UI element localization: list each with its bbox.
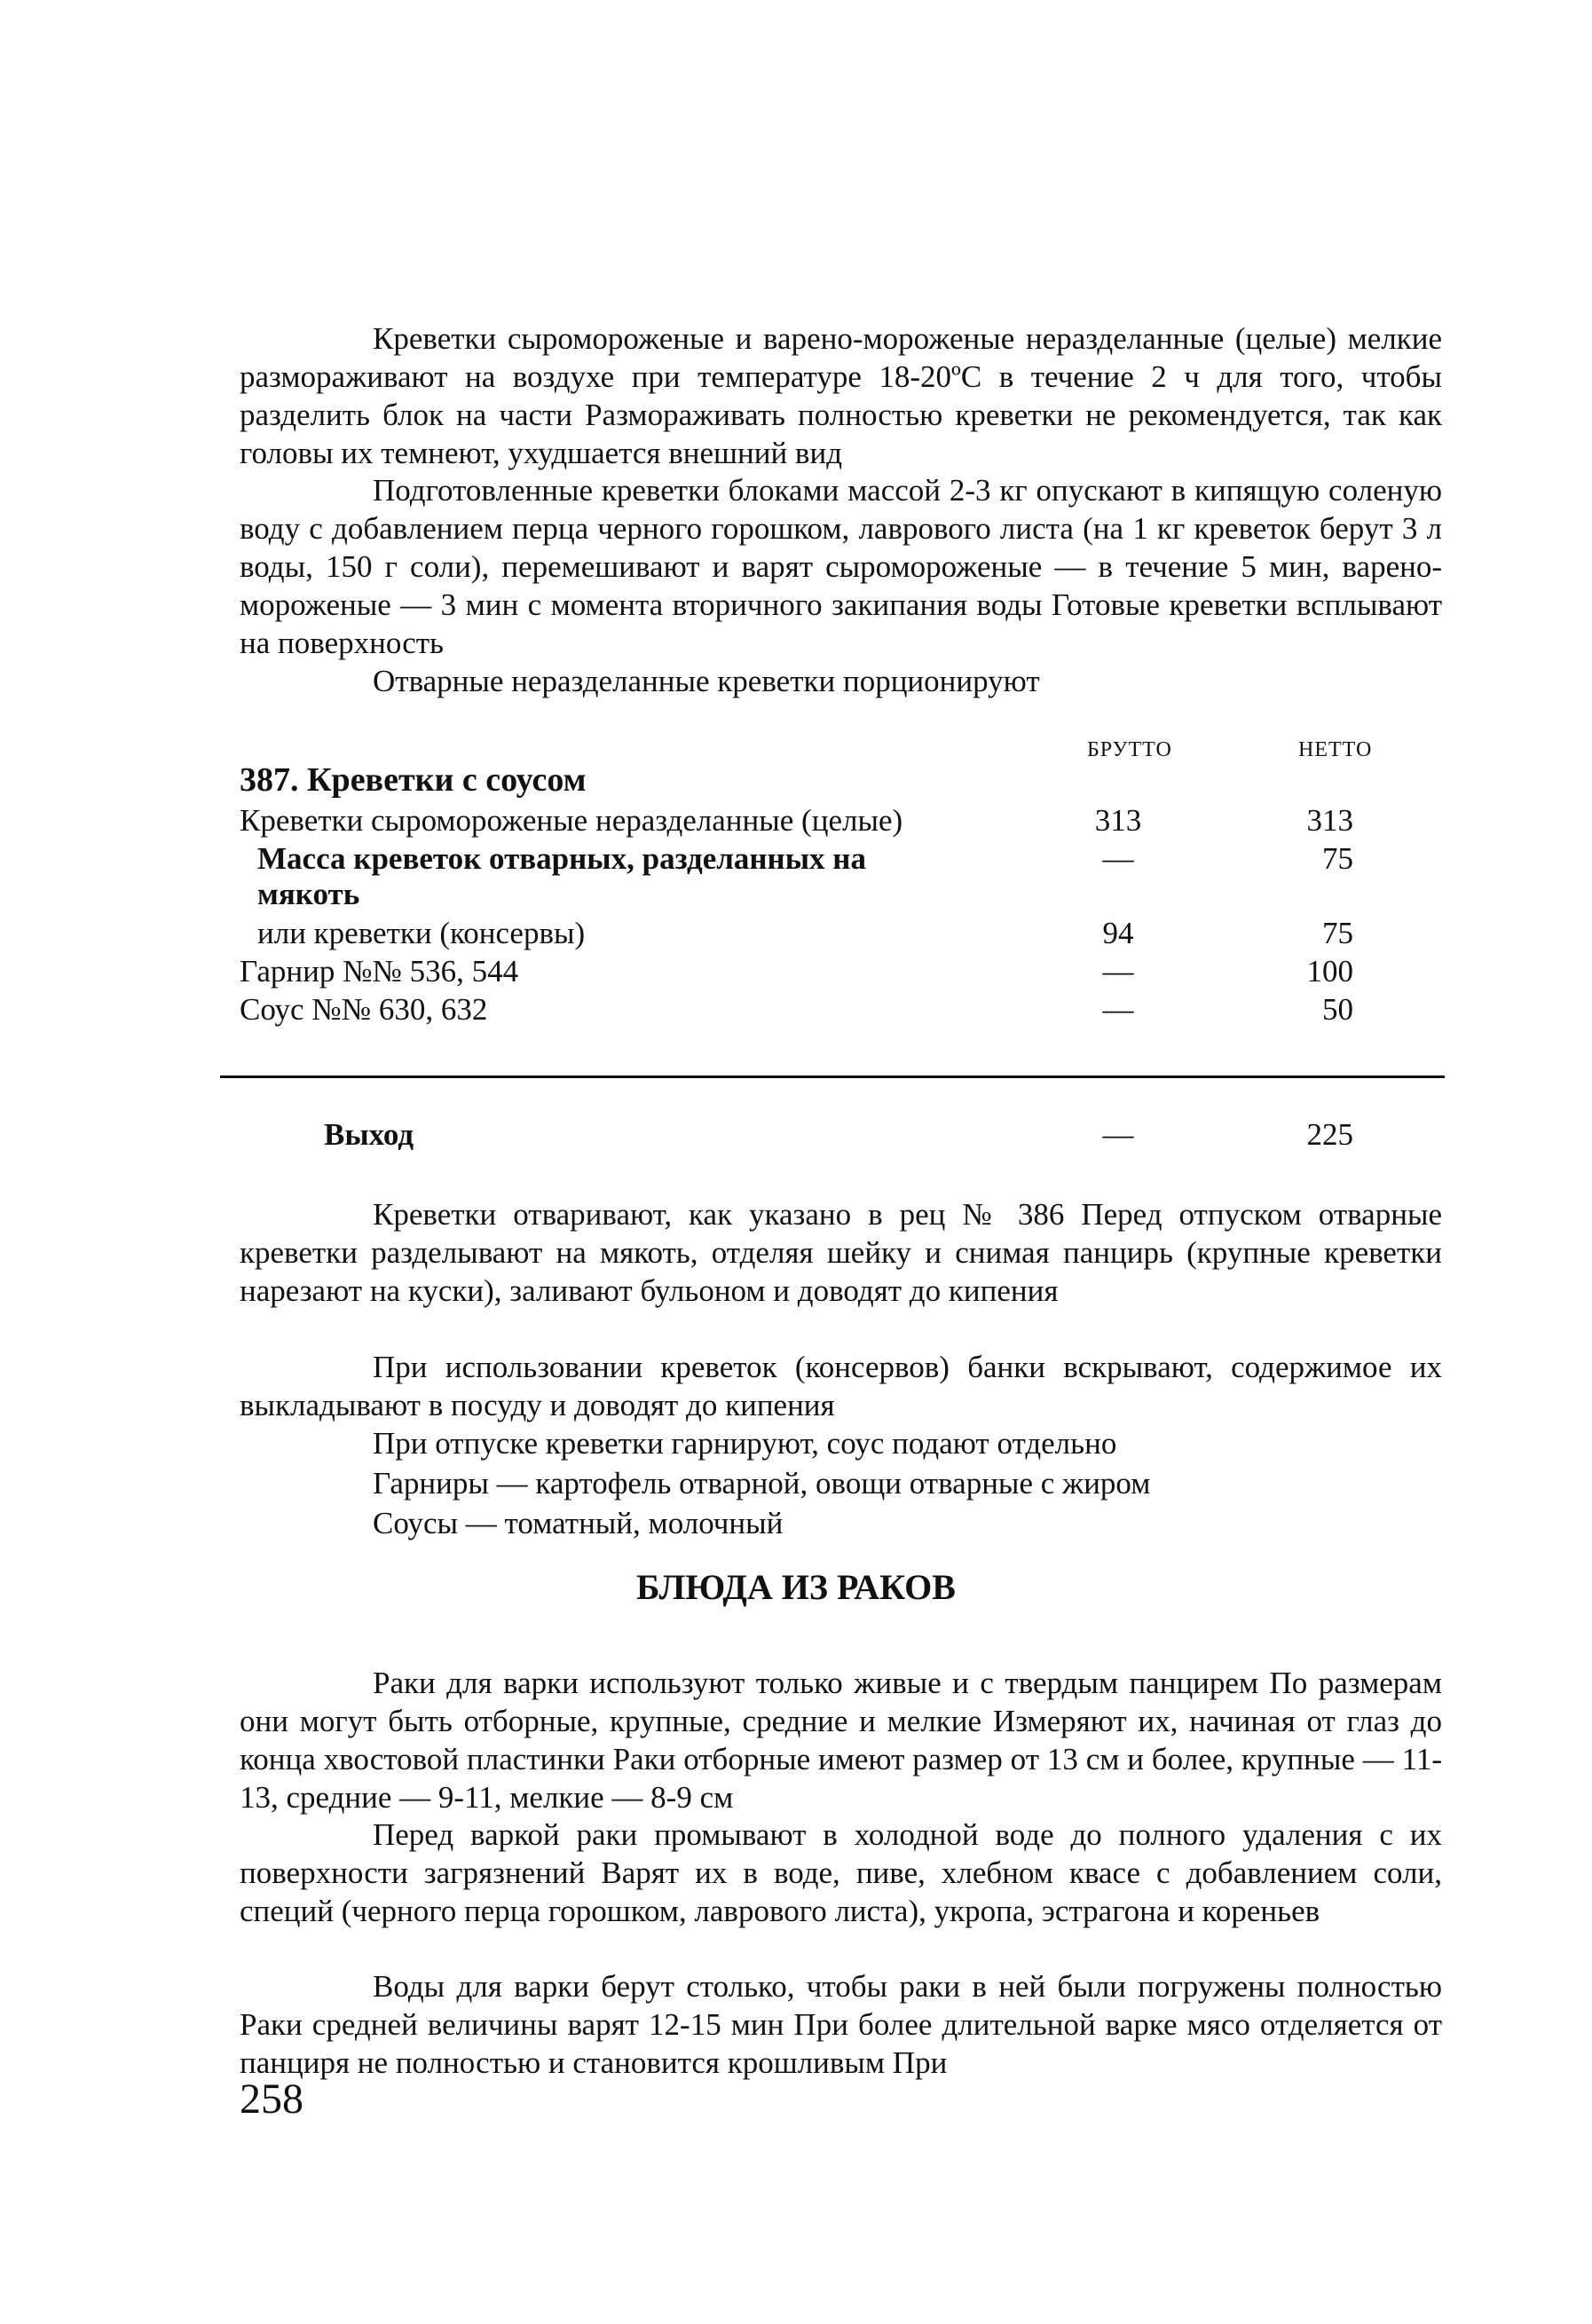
net-value: 100 — [1306, 954, 1353, 989]
yield-label: Выход — [324, 1117, 414, 1152]
net-value: 75 — [1322, 916, 1353, 950]
table-row — [0, 952, 1592, 990]
section-paragraph-1: Раки для варки используют только живые и с твердым панцирем По размерам они могут быть отборные, крупные, средние и мелкие Измеряют их, начиная от глаз до конца хвостовой пластинки Раки отборные имеют размер от 13 см и более, крупные — 11-13, средние — 9-11, мелкие — 8-9 см — [240, 1666, 1442, 1815]
gross-value: — — [1102, 992, 1134, 1027]
ingredient-name: Гарнир №№ 536, 544 — [240, 954, 519, 989]
gross-value: — — [1102, 841, 1134, 876]
method-paragraph-4: Гарниры — картофель отварной, овощи отварные с жиром — [373, 1466, 1151, 1501]
table-row — [0, 914, 1592, 952]
yield-gross-value: — — [1102, 1117, 1134, 1152]
section-paragraph-2: Перед варкой раки промывают в холодной воде до полного удаления с их поверхности загрязнений Варят их в воде, пиве, хлебном квасе с добавлением соли, специй (черного перца горошком, лаврового листа), укропа, эстрагона и кореньев — [240, 1817, 1442, 1928]
yield-row — [0, 1115, 1592, 1154]
table-row — [0, 801, 1592, 839]
table-divider — [220, 1075, 1445, 1078]
net-value: 313 — [1306, 803, 1353, 838]
gross-value: 313 — [1094, 803, 1142, 838]
intro-paragraph-1: Креветки сыромороженые и варено-мороженые неразделанные (целые) мелкие размораживают на воздухе при температуре 18-20ºС в течение 2 ч для того, чтобы разделить блок на части Размораживать полностью креветки не рекомендуется, так как головы их темнеют, ухудшается внешний вид — [240, 321, 1442, 470]
table-row — [0, 990, 1592, 1028]
gross-value: 94 — [1102, 916, 1134, 950]
recipe-title: 387. Креветки с соусом — [240, 761, 587, 799]
method-paragraph-1: Креветки отваривают, как указано в рец № 386 Перед отпуском отварные креветки разделывают на мякоть, отделяя шейку и снимая панцирь (крупные креветки нарезают на куски), заливают бульоном и доводят до кипения — [240, 1197, 1442, 1308]
column-header-gross: БРУТТО — [1087, 738, 1172, 761]
gross-value: — — [1102, 954, 1134, 989]
section-title: БЛЮДА ИЗ РАКОВ — [636, 1567, 956, 1607]
method-paragraph-3: При отпуске креветки гарнируют, соус подают отдельно — [373, 1426, 1117, 1461]
method-paragraph-2: При использовании креветок (консервов) банки вскрывают, содержимое их выкладывают в посуду и доводят до кипения — [240, 1350, 1442, 1422]
ingredient-name: Соус №№ 630, 632 — [240, 992, 488, 1027]
ingredient-name: Масса креветок отварных, разделанных на — [257, 841, 866, 876]
table-row — [0, 839, 1592, 878]
net-value: 50 — [1322, 992, 1353, 1027]
intro-paragraph-2: Подготовленные креветки блоками массой 2-3 кг опускают в кипящую соленую воду с добавлением перца черного горошком, лаврового листа (на 1 кг креветок берут 3 л воды, 150 г соли), перемешивают и варят сыромороженые — в течение 5 мин, варено-мороженые — 3 мин с момента вторичного закипания воды Готовые креветки всплывают на поверхность — [240, 473, 1442, 660]
column-header-net: НЕТТО — [1298, 738, 1373, 761]
ingredient-name: мякоть — [257, 877, 360, 911]
page-number: 258 — [240, 2076, 303, 2123]
yield-net-value: 225 — [1306, 1117, 1353, 1152]
ingredient-name: Креветки сыромороженые неразделанные (целые) — [240, 803, 903, 838]
net-value: 75 — [1322, 841, 1353, 876]
method-paragraph-5: Соусы — томатный, молочный — [373, 1506, 784, 1540]
intro-paragraph-3: Отварные неразделанные креветки порционируют — [373, 664, 1040, 698]
ingredient-name: или креветки (консервы) — [257, 916, 586, 950]
table-row — [0, 875, 1592, 913]
section-paragraph-3: Воды для варки берут столько, чтобы раки в ней были погружены полностью Раки средней величины варят 12-15 мин При более длительной варке мясо отделяется от панциря не полностью и становится крошливым При — [240, 1969, 1442, 2080]
